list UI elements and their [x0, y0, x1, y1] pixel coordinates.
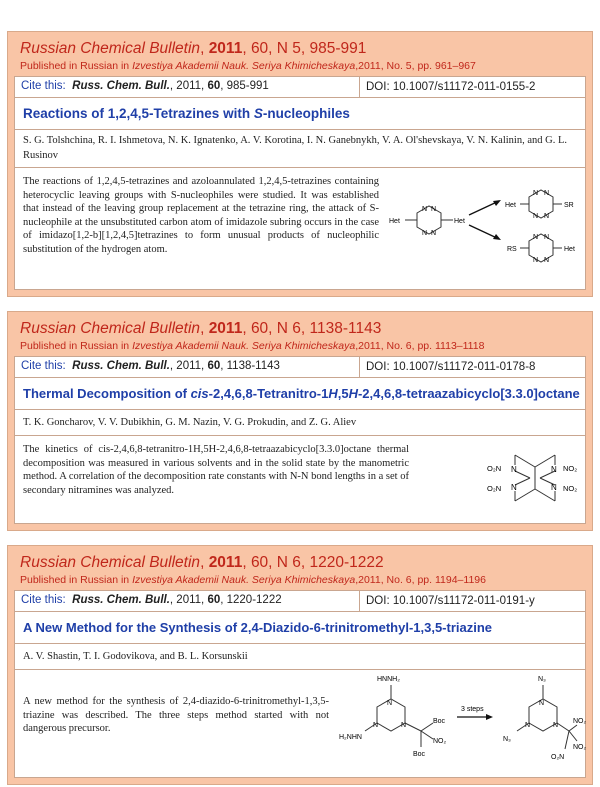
authors: S. G. Tolshchina, R. I. Ishmetova, N. K. Ignatenko, A. V. Korotina, I. N. Ganebnykh, V. A. Ol'shevskaya, V. N. Kalinin, and G. L. Rusinov — [15, 133, 585, 168]
cite-journal: Russ. Chem. Bull. — [72, 594, 170, 606]
journal-issue-pages: , 60, N 6, 1138-1143 — [242, 320, 382, 337]
svg-text:N: N — [431, 230, 437, 237]
authors: A. V. Shastin, T. I. Godovikova, and B. L. Korsunskii — [15, 647, 585, 670]
no2-label: O₂N — [551, 754, 565, 761]
citation — [21, 594, 282, 606]
abstract: The kinetics of cis-2,4,6,8-tetranitro-1H,5H-2,4,6,8-tetraazabicyclo[3.3.0]octane thermal decomposition was measured in various solvents and in the solid state by the manometric method. A correlation of the decomposition rate constants with N-N bond lengths in a set of secondary nitramines was analyzed. — [23, 444, 409, 496]
article-title[interactable] — [15, 378, 585, 410]
no2-label: NO₂ — [433, 738, 447, 745]
svg-text:N: N — [525, 722, 531, 729]
svg-text:N: N — [553, 722, 559, 729]
cite-this-link[interactable]: Cite this: — [21, 594, 66, 606]
het-label: Het — [505, 202, 516, 209]
authors: T. K. Goncharov, V. V. Dubikhin, G. M. Nazin, V. G. Prokudin, and Z. G. Aliev — [15, 413, 585, 436]
het-label: Het — [454, 218, 465, 225]
cite-row — [15, 591, 585, 612]
svg-text:N: N — [511, 483, 517, 492]
svg-text:N: N — [544, 257, 550, 264]
svg-text:N: N — [422, 230, 428, 237]
svg-text:N: N — [533, 234, 539, 241]
svg-text:N: N — [401, 722, 407, 729]
journal-header — [20, 554, 486, 586]
journal-name: Russian Chemical Bulletin — [20, 554, 201, 571]
journal-year: 2011 — [208, 40, 243, 57]
svg-text:N: N — [551, 483, 557, 492]
steps-label: 3 steps — [461, 706, 484, 713]
abstract: A new method for the synthesis of 2,4-diazido-6-trinitromethyl-1,3,5-triazine was described. The three steps method started with not dangerous precursor. — [23, 696, 329, 734]
journal-header — [20, 40, 476, 72]
article-body — [14, 590, 586, 778]
cite-pages: , 1138-1143 — [220, 360, 280, 372]
russian-journal: Izvestiya Akademii Nauk. Seriya Khimicheskaya — [132, 574, 356, 586]
cite-row — [15, 77, 585, 98]
title-part: ,5 — [337, 386, 349, 401]
published-prefix: Published in Russian in — [20, 60, 133, 72]
boc-label: Boc — [413, 751, 426, 758]
article-card — [7, 311, 593, 531]
article-body — [14, 356, 586, 524]
published-prefix: Published in Russian in — [20, 340, 133, 352]
title-part-italic: H — [348, 386, 358, 401]
journal-line: Russian Chemical Bulletin, 2011, 60, N 5, 985-991 — [20, 40, 367, 57]
journal-issue-pages: , 60, N 5, 985-991 — [242, 40, 367, 57]
title-part-italic: H — [328, 386, 338, 401]
journal-issue-pages: , 60, N 6, 1220-1222 — [242, 554, 384, 571]
synthesis-scheme — [337, 671, 587, 777]
cite-year: , 2011, — [169, 360, 208, 372]
azide-label: N₃ — [503, 736, 511, 743]
title-part: A New Method for the Synthesis of 2,4-Diazido-6-trinitromethyl-1,3,5-triazine — [23, 620, 493, 635]
svg-text:N: N — [431, 206, 437, 213]
article-title[interactable] — [15, 612, 585, 644]
doi[interactable]: DOI: 10.1007/s11172-011-0191-y — [359, 591, 535, 611]
citation — [21, 80, 269, 92]
atom-label: N — [511, 465, 517, 474]
cite-year: , 2011, — [169, 80, 208, 92]
cite-this-link[interactable]: Cite this: — [21, 80, 66, 92]
title-part: -2,4,6,8-Tetranitro-1 — [208, 386, 329, 401]
svg-text:N: N — [544, 213, 550, 220]
cite-volume: 60 — [207, 594, 221, 606]
article-card — [7, 545, 593, 785]
journal-name: Russian Chemical Bulletin — [20, 40, 201, 57]
atom-label: N — [387, 700, 393, 707]
svg-text:N: N — [544, 190, 550, 197]
journal-year: 2011 — [208, 320, 243, 337]
article-body — [14, 76, 586, 290]
no2-label: O₂N — [487, 464, 502, 473]
russian-details: ,2011, No. 6, pp. 1113–1118 — [355, 340, 485, 352]
cite-pages: , 985-991 — [220, 80, 269, 92]
svg-text:N: N — [533, 257, 539, 264]
title-part: Thermal Decomposition of — [23, 386, 191, 401]
boc-label: Boc — [433, 718, 446, 725]
citation — [21, 360, 280, 372]
hydrazino-label: H₂NHN — [339, 734, 362, 741]
azide-label: N₃ — [538, 676, 546, 683]
russian-edition — [20, 60, 476, 72]
cite-row — [15, 357, 585, 378]
hydrazino-label: HNNH₂ — [377, 676, 400, 683]
no2-label: NO₂ — [573, 718, 587, 725]
bicyclic-structure — [485, 435, 585, 523]
het-label: Het — [389, 218, 400, 225]
atom-label: N — [422, 206, 428, 213]
title-part: -2,4,6,8-tetraazabicyclo[3.3.0]octane — [357, 386, 580, 401]
russian-edition — [20, 340, 484, 352]
svg-text:N: N — [533, 213, 539, 220]
no2-label: NO₂ — [563, 484, 578, 493]
title-part-italic: S — [253, 106, 263, 121]
russian-journal: Izvestiya Akademii Nauk. Seriya Khimicheskaya — [132, 340, 356, 352]
cite-pages: , 1220-1222 — [220, 594, 282, 606]
cite-journal: Russ. Chem. Bull. — [72, 80, 170, 92]
title-part: Reactions of 1,2,4,5-Tetrazines with — [23, 106, 254, 121]
svg-text:N: N — [373, 722, 379, 729]
cite-volume: 60 — [207, 80, 221, 92]
svg-text:N: N — [544, 234, 550, 241]
published-prefix: Published in Russian in — [20, 574, 133, 586]
cite-year: , 2011, — [169, 594, 208, 606]
cite-this-link[interactable]: Cite this: — [21, 360, 66, 372]
svg-text:N: N — [533, 190, 539, 197]
journal-name: Russian Chemical Bulletin — [20, 320, 201, 337]
svg-text:N: N — [551, 465, 557, 474]
no2-label: O₂N — [487, 484, 502, 493]
abstract: The reactions of 1,2,4,5-tetrazines and azoloannulated 1,2,4,5-tetrazines containing heterocyclic leaving groups with S-nucleophiles were studied. It was established that instead of the leaving group replacement at the tetrazine ring, the attack of S-nucleophile at the unsubstituted carbon atom of imidazole subring occurs in the case of imidazo[1,2-b][1,2,4,5]tetrazines to form unusual products of nucleophilic substitution of the hydrogen atom. — [23, 176, 379, 255]
journal-header — [20, 320, 484, 352]
no2-label: NO₂ — [563, 464, 578, 473]
no2-label: NO₂ — [573, 744, 587, 751]
journal-year: 2011 — [208, 554, 243, 571]
title-part: -nucleophiles — [262, 106, 350, 121]
russian-edition — [20, 574, 486, 586]
russian-details: ,2011, No. 6, pp. 1194–1196 — [355, 574, 486, 586]
article-title[interactable] — [15, 98, 585, 130]
title-part-italic: cis — [190, 386, 209, 401]
rs-label: RS — [507, 246, 517, 253]
cite-journal: Russ. Chem. Bull. — [72, 360, 170, 372]
article-card — [7, 31, 593, 297]
russian-journal: Izvestiya Akademii Nauk. Seriya Khimicheskaya — [132, 60, 356, 72]
reaction-scheme — [387, 169, 587, 289]
het-label: Het — [564, 246, 575, 253]
journal-line: Russian Chemical Bulletin, 2011, 60, N 6, 1220-1222 — [20, 554, 384, 571]
sr-label: SR — [564, 202, 574, 209]
doi[interactable]: DOI: 10.1007/s11172-011-0178-8 — [359, 357, 535, 377]
journal-line: Russian Chemical Bulletin, 2011, 60, N 6, 1138-1143 — [20, 320, 382, 337]
cite-volume: 60 — [207, 360, 221, 372]
doi[interactable]: DOI: 10.1007/s11172-011-0155-2 — [359, 77, 535, 97]
russian-details: ,2011, No. 5, pp. 961–967 — [355, 60, 476, 72]
svg-text:N: N — [539, 700, 545, 707]
